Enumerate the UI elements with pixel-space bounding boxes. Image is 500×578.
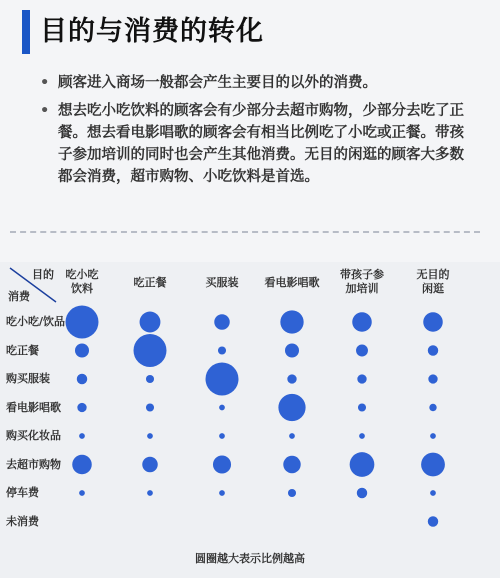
- row-label: 去超市购物: [6, 457, 61, 471]
- bubble: [134, 334, 167, 367]
- bubble: [213, 455, 231, 473]
- bubble: [287, 374, 296, 383]
- row-label: 未消费: [6, 514, 39, 528]
- column-label: 带孩子参 加培训: [340, 268, 384, 295]
- row-label: 停车费: [6, 486, 39, 499]
- bubble: [430, 490, 436, 496]
- page-title: 目的与消费的转化: [40, 16, 264, 47]
- bubble: [352, 312, 372, 332]
- bubble: [429, 404, 436, 411]
- bubble: [79, 490, 85, 496]
- row-label: 吃小吃/饮品: [6, 315, 66, 328]
- column-label: 看电影唱歌: [264, 276, 320, 289]
- row-label: 购买化妆品: [6, 429, 61, 442]
- row-label: 看电影唱歌: [6, 400, 61, 414]
- bubble: [140, 312, 161, 333]
- corner-label-consumption: 消费: [8, 290, 30, 303]
- bubble: [357, 488, 367, 498]
- bubble: [283, 456, 300, 473]
- bubble: [146, 375, 154, 383]
- bubble: [72, 455, 92, 475]
- bubble: [142, 457, 157, 472]
- bubble: [206, 363, 239, 396]
- bubble: [359, 433, 365, 439]
- bubble: [147, 490, 153, 496]
- bubble: [147, 433, 153, 439]
- column-label: 吃小吃 饮料: [65, 268, 99, 295]
- row-label: 购买服装: [6, 372, 50, 385]
- bubble: [430, 433, 436, 439]
- corner-header: [4, 266, 58, 304]
- column-label: 无目的 闲逛: [416, 268, 450, 295]
- corner-label-purpose: 目的: [32, 268, 54, 281]
- bubble: [423, 312, 443, 332]
- bullet-item: • 想去吃小吃饮料的顾客会有少部分去超市购物，少部分去吃了正餐。想去看电影唱歌的顾客会有相当比例吃了小吃或正餐。带孩子参加培训的同时也会产生其他消费。无目的闲逛的顾客大多数都会消费，超市购物、小吃饮料是首选。: [38, 100, 478, 188]
- bubble: [357, 374, 366, 383]
- bullet-item: • 顾客进入商场一般都会产生主要目的以外的消费。: [38, 72, 478, 94]
- bubble: [146, 403, 154, 411]
- bubble: [219, 405, 225, 411]
- bubble: [278, 394, 305, 421]
- bubble: [428, 516, 438, 526]
- bubble: [214, 314, 229, 329]
- bubble: [428, 345, 438, 355]
- bubble: [421, 453, 445, 477]
- column-label: 吃正餐: [133, 276, 167, 289]
- row-label: 吃正餐: [6, 343, 39, 357]
- bubble: [280, 310, 303, 333]
- bubble: [77, 403, 86, 412]
- bubble: [285, 344, 299, 358]
- bubble: [356, 345, 368, 357]
- bubble: [219, 433, 225, 439]
- chart-caption: 圆圈越大表示比例越高: [195, 552, 305, 565]
- bubble: [66, 306, 99, 339]
- bubble: [75, 344, 89, 358]
- bubble: [350, 452, 375, 477]
- bubble: [428, 374, 437, 383]
- bubble: [288, 489, 296, 497]
- bubble: [289, 433, 295, 439]
- bubble: [219, 490, 225, 496]
- bubble: [77, 374, 87, 384]
- bubble: [358, 403, 366, 411]
- column-label: 买服装: [205, 276, 239, 289]
- bubble: [79, 433, 85, 439]
- bubble: [218, 346, 226, 354]
